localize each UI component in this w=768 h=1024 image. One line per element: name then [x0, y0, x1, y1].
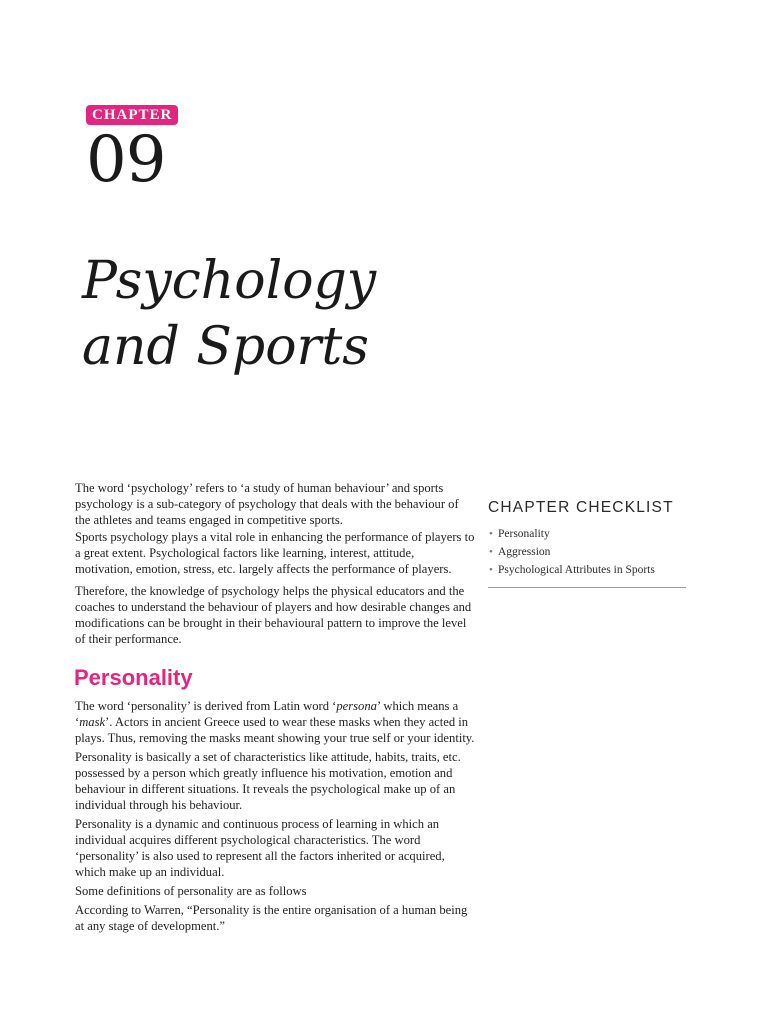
intro-paragraph-1: The word ‘psychology’ refers to ‘a study of human behaviour’ and sports psychology is a sub-category of psychology that deals with the behaviour of the athletes and teams engaged in competitive sports. [75, 481, 459, 527]
intro-section [75, 480, 475, 647]
checklist-item-label: Personality [498, 528, 550, 540]
term-persona: persona [336, 699, 377, 713]
personality-paragraph-4: Some definitions of personality are as follows [75, 884, 307, 898]
intro-paragraph-2: Sports psychology plays a vital role in enhancing the performance of players to a great extent. Psychological factors like learning, interest, attitude, motivation, emotion, stress, etc. largely affects the performance of players. [75, 530, 475, 576]
personality-paragraph-5: According to Warren, “Personality is the entire organisation of a human being at any stage of development.” [75, 903, 468, 933]
checklist-item-personality [488, 525, 688, 543]
bullet-icon: • [489, 528, 493, 540]
chapter-checklist [488, 497, 688, 588]
intro-paragraph-3: Therefore, the knowledge of psychology helps the physical educators and the coaches to understand the behaviour of players and how desirable changes and modifications can be brought in their behavioural pattern to improve the level of their performance. [75, 584, 472, 646]
text-run: The word ‘personality’ is derived from Latin word ‘ [75, 699, 337, 713]
checklist-item-aggression [488, 543, 688, 561]
text-run: ’ which means a ‘ [75, 699, 459, 729]
chapter-title [82, 248, 376, 380]
checklist-item-label: Psychological Attributes in Sports [498, 564, 655, 576]
personality-paragraph-1 [75, 698, 475, 746]
bullet-icon: • [489, 564, 493, 576]
checklist-heading: CHAPTER CHECKLIST [488, 499, 674, 516]
term-mask: mask [79, 715, 106, 729]
text-run: ’. Actors in ancient Greece used to wear these masks when they acted in plays. Thus, removing the masks meant showing your true self or your identity. [75, 715, 475, 745]
chapter-title-line-2: and Sports [82, 317, 369, 377]
personality-paragraph-2: Personality is basically a set of characteristics like attitude, habits, traits, etc. possessed by a person which greatly influence his motivation, emotion and behaviour in different situations. It reveals the psychological make up of an individual through his behaviour. [75, 750, 461, 812]
checklist-item-label: Aggression [498, 546, 551, 558]
chapter-title-line-1: Psychology [82, 251, 377, 311]
checklist-divider [488, 587, 686, 588]
personality-section [75, 698, 475, 934]
section-heading-personality: Personality [74, 665, 193, 690]
checklist-list [488, 525, 688, 579]
checklist-item-psychological-attributes [488, 561, 688, 579]
chapter-number: 09 [86, 123, 166, 197]
personality-paragraph-3: Personality is a dynamic and continuous process of learning in which an individual acquires different psychological characteristics. The word ‘personality’ is also used to represent all the factors inherited or acquired, which make up an individual. [75, 817, 445, 879]
chapter-badge: CHAPTER [86, 105, 178, 125]
bullet-icon: • [489, 546, 493, 558]
